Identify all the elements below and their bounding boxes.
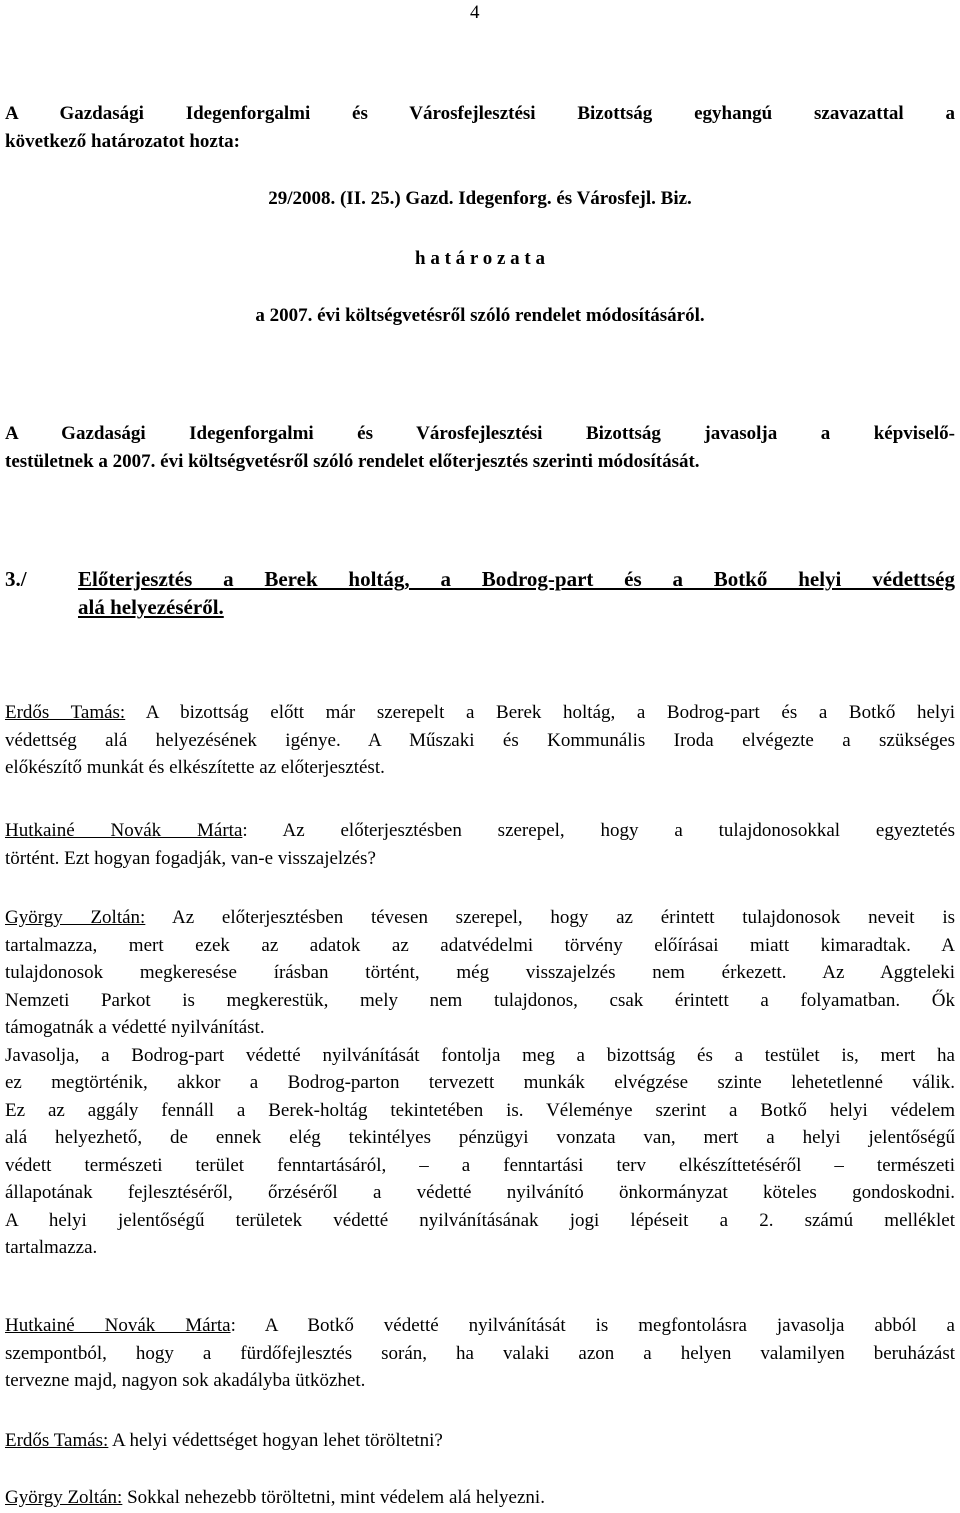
speech-line: Ez az aggály fennáll a Berek-holtág tekintetében is. Véleménye szerint a Botkő helyi védelem <box>5 1099 955 1121</box>
speech-line: állapotának fejlesztéséről, őrzéséről a védetté nyilvánító önkormányzat köteles gondoskodni. <box>5 1182 955 1203</box>
speech-line: tartalmazza. <box>5 1237 98 1258</box>
speaker-name: Hutkainé Novák Márta <box>5 820 243 841</box>
agenda-item-number: 3./ <box>5 567 27 591</box>
speech-line <box>5 1484 955 1512</box>
speech-line: szempontból, hogy a fürdőfejlesztés során, ha valaki azon a helyen valamilyen beruházást <box>5 1342 955 1364</box>
speech-line: védett természeti terület fenntartásáról, – a fenntartási terv elkészíttetéséről – természeti <box>5 1154 955 1176</box>
speech-line <box>5 1427 955 1455</box>
speaker-name: György Zoltán: <box>5 1487 123 1508</box>
decision-intro-line-1: A Gazdasági Idegenforgalmi és Városfejlesztési Bizottság egyhangú szavazattal a <box>5 103 955 124</box>
speech-line <box>5 904 955 932</box>
speech-line: védettség alá helyezésének igénye. A Műszaki és Kommunális Iroda elvégezte a szükséges <box>5 729 955 751</box>
speech-line: tartalmazza, mert ezek az adatok az adatvédelmi törvény előírásai miatt kimaradtak. A <box>5 934 955 956</box>
speech-paragraph <box>5 904 955 1262</box>
resolution-body-line-2: testületnek a 2007. évi költségvetésről szóló rendelet előterjesztés szerinti módosítását. <box>5 450 700 472</box>
speech-line <box>5 817 955 845</box>
speech-line <box>5 1312 955 1340</box>
speech-paragraph <box>5 1312 955 1395</box>
agenda-title-line-2: alá helyezéséről. <box>78 595 224 619</box>
speaker-name: Erdős Tamás: <box>5 1430 109 1451</box>
resolution-number: 29/2008. (II. 25.) Gazd. Idegenforg. és Városfejl. Biz. <box>268 188 692 209</box>
resolution-body <box>5 420 955 475</box>
speech-line: támogatnák a védetté nyilvánítást. <box>5 1017 265 1038</box>
speech-line: tulajdonosok megkeresése írásban történt, még visszajelzés nem érkezett. Az Aggteleki <box>5 962 955 983</box>
speech-line: A helyi jelentőségű területek védetté nyilvánításának jogi lépéseit a 2. számú melléklet <box>5 1209 955 1231</box>
page-number: 4 <box>470 2 480 23</box>
speech-paragraph <box>5 1427 955 1455</box>
speech-text: : A Botkő védetté nyilvánítását is megfontolásra javasolja abból a <box>230 1315 955 1336</box>
resolution-heading: h a t á r o z a t a <box>415 248 545 269</box>
agenda-title-line-1: Előterjesztés a Berek holtág, a Bodrog-part és a Botkő helyi védettség <box>78 567 955 591</box>
speech-line <box>5 699 955 727</box>
speech-paragraph <box>5 1484 955 1512</box>
speech-line: tervezne majd, nagyon sok akadályba ütközhet. <box>5 1370 366 1391</box>
speech-line: Nemzeti Parkot is megkerestük, mely nem tulajdonos, csak érintett a folyamatban. Ők <box>5 989 955 1011</box>
speech-paragraph <box>5 817 955 872</box>
speech-line: Javasolja, a Bodrog-part védetté nyilvánítását fontolja meg a bizottság és a testület is, mert ha <box>5 1044 955 1066</box>
speech-text: : Az előterjesztésben szerepel, hogy a tulajdonosokkal egyeztetés <box>242 820 956 841</box>
speech-text: Az előterjesztésben tévesen szerepel, hogy az érintett tulajdonosok neveit is <box>145 907 955 928</box>
resolution-subject: a 2007. évi költségvetésről szóló rendelet módosításáról. <box>255 305 705 326</box>
speaker-name: Erdős Tamás: <box>5 702 126 723</box>
decision-intro <box>5 100 955 155</box>
speech-line: előkészítő munkát és elkészítette az előterjesztést. <box>5 757 385 778</box>
speech-text: A bizottság előtt már szerepelt a Berek holtág, a Bodrog-part és a Botkő helyi <box>125 702 955 723</box>
resolution-body-line-1: A Gazdasági Idegenforgalmi és Városfejlesztési Bizottság javasolja a képviselő- <box>5 423 955 444</box>
speaker-name: György Zoltán: <box>5 907 146 928</box>
decision-intro-line-2: következő határozatot hozta: <box>5 130 240 152</box>
speech-paragraph <box>5 699 955 782</box>
agenda-item-title <box>78 565 955 621</box>
speech-line: alá helyezhető, de ennek elég tekintélyes pénzügyi vonzata van, mert a helyi jelentőségű <box>5 1127 955 1148</box>
speech-line: ez megtörténik, akkor a Bodrog-parton tervezett munkák elvégzése szinte lehetetlenné válik. <box>5 1072 955 1093</box>
speech-line: történt. Ezt hogyan fogadják, van-e visszajelzés? <box>5 847 376 869</box>
speaker-name: Hutkainé Novák Márta <box>5 1315 231 1336</box>
speech-text: Sokkal nehezebb töröltetni, mint védelem alá helyezni. <box>122 1487 545 1508</box>
speech-text: A helyi védettséget hogyan lehet töröltetni? <box>108 1430 443 1451</box>
agenda-item <box>5 565 955 625</box>
